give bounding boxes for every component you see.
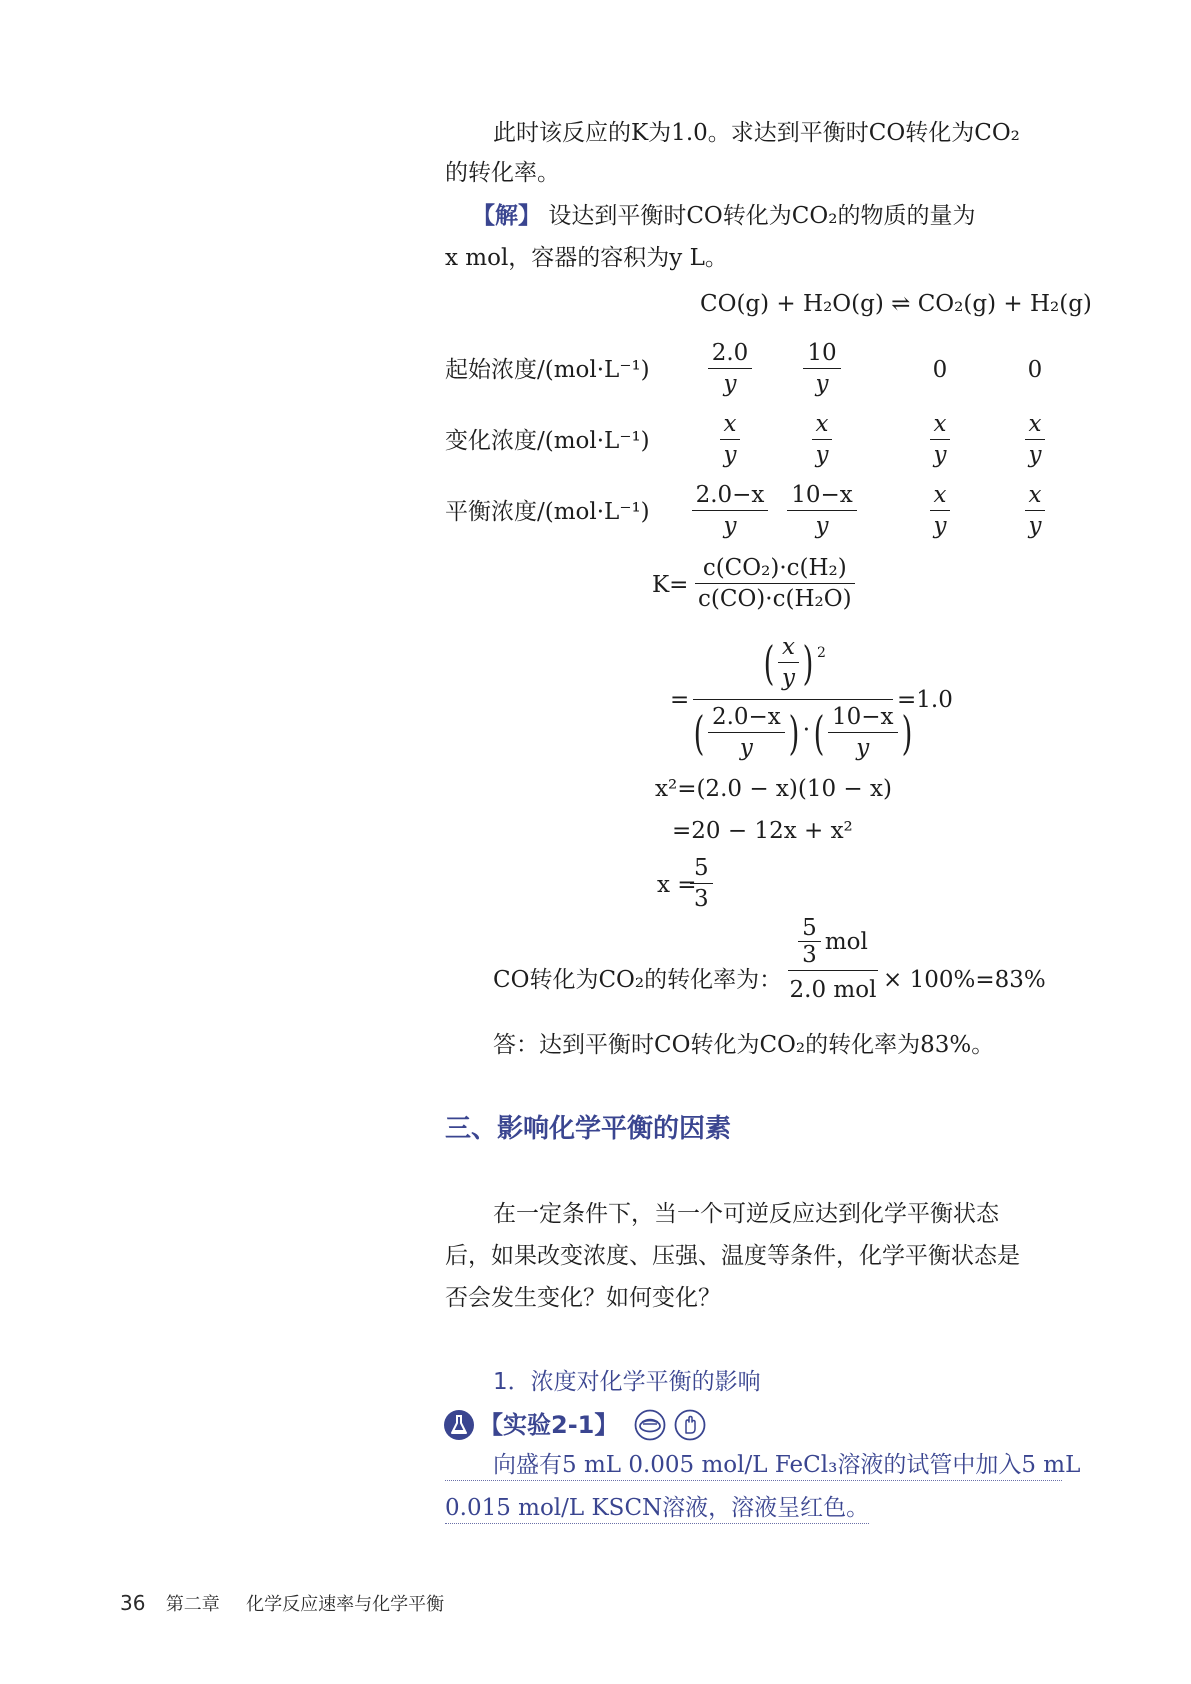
ice-cell bbox=[690, 480, 770, 541]
subheading: 1．浓度对化学平衡的影响 bbox=[493, 1369, 761, 1395]
conversion-tail: × 100%=83% bbox=[883, 967, 1046, 993]
footer bbox=[120, 1590, 444, 1618]
d1-num: 2.0−x bbox=[708, 702, 785, 733]
k-sub-denominator: ( $\frac{2.0-x}{y}$ ) ·( $\frac{10-x}{y}$ ) bbox=[693, 704, 912, 761]
k-sub-numerator: ( $\frac{x}{y}$ ) $^2$ bbox=[763, 634, 826, 691]
ice-cell-numerator: 2.0 bbox=[708, 338, 753, 369]
ice-cell-numerator: x bbox=[930, 480, 951, 511]
ice-cell bbox=[690, 338, 770, 399]
ice-cell-denominator: y bbox=[723, 442, 737, 468]
ice-cell-numerator: 10−x bbox=[787, 480, 857, 511]
ice-row-label: 平衡浓度/(mol·L⁻¹) bbox=[445, 499, 650, 525]
x-eq: x = bbox=[657, 872, 697, 898]
ice-cell-numerator: x bbox=[812, 409, 833, 440]
k-result: =1.0 bbox=[897, 687, 953, 713]
ice-cell-numerator: 2.0−x bbox=[692, 480, 769, 511]
sq-exp: 2 bbox=[816, 645, 826, 661]
ice-cell bbox=[900, 409, 980, 470]
ice-cell-numerator: x bbox=[720, 409, 741, 440]
ice-cell bbox=[690, 409, 770, 470]
x-den: 3 bbox=[694, 886, 709, 912]
page-number: 36 bbox=[120, 1591, 146, 1615]
d1-den: y bbox=[739, 735, 753, 761]
footer-chapter-title: 化学反应速率与化学平衡 bbox=[246, 1594, 445, 1615]
k-lhs: K= bbox=[652, 572, 689, 598]
ice-cell bbox=[995, 480, 1075, 541]
k-numerator: c(CO₂)·c(H₂) bbox=[695, 553, 855, 584]
ice-cell bbox=[782, 480, 862, 541]
k-denominator: c(CO)·c(H₂O) bbox=[698, 586, 852, 612]
ice-cell bbox=[900, 338, 980, 385]
x-fraction bbox=[690, 853, 713, 914]
conv-inner-unit: mol bbox=[824, 928, 868, 955]
ice-cell-denominator: y bbox=[723, 513, 737, 539]
conv-inner-den: 3 bbox=[802, 942, 817, 968]
d2-num: 10−x bbox=[828, 702, 898, 733]
ice-cell-denominator: y bbox=[933, 513, 947, 539]
solution-line-1 bbox=[472, 201, 975, 231]
answer: 答：达到平衡时CO转化为CO₂的转化率为83%。 bbox=[493, 1032, 995, 1058]
ice-cell-numerator: 10 bbox=[803, 338, 840, 369]
ice-cell-denominator: y bbox=[815, 371, 829, 397]
k-sub-line bbox=[693, 699, 893, 700]
ice-cell-denominator: y bbox=[815, 442, 829, 468]
paragraph-line-1: 在一定条件下，当一个可逆反应达到化学平衡状态 bbox=[493, 1201, 999, 1227]
ice-row-label: 起始浓度/(mol·L⁻¹) bbox=[445, 357, 650, 383]
algebra-line-1: x²=(2.0 − x)(10 − x) bbox=[655, 776, 892, 802]
experiment-title: 【实验2-1】 bbox=[479, 1411, 619, 1439]
conversion-label: CO转化为CO₂的转化率为： bbox=[493, 967, 783, 993]
k-eq-sign: = bbox=[670, 687, 690, 713]
ice-row-label: 变化浓度/(mol·L⁻¹) bbox=[445, 428, 650, 454]
ice-cell bbox=[995, 409, 1075, 470]
ice-cell-denominator: y bbox=[933, 442, 947, 468]
experiment-line-2: 0.015 mol/L KSCN溶液，溶液呈红色。 bbox=[445, 1493, 869, 1524]
x-num: 5 bbox=[690, 853, 713, 884]
sq-num: x bbox=[778, 632, 799, 663]
solution-text: 设达到平衡时CO转化为CO₂的物质的量为 bbox=[548, 203, 976, 229]
ice-cell-numerator: x bbox=[1025, 409, 1046, 440]
conv-den: 2.0 mol bbox=[789, 977, 877, 1003]
reaction-equation: CO(g) + H₂O(g) ⇌ CO₂(g) + H₂(g) bbox=[700, 291, 1092, 317]
k-fraction bbox=[690, 553, 860, 614]
hand-icon bbox=[674, 1409, 706, 1441]
ice-cell-value: 0 bbox=[932, 357, 948, 383]
ice-cell bbox=[900, 480, 980, 541]
intro-line-2: 的转化率。 bbox=[445, 160, 560, 186]
paragraph-line-3: 否会发生变化？如何变化？ bbox=[445, 1285, 721, 1311]
intro-line-1: 此时该反应的K为1.0。求达到平衡时CO转化为CO₂ bbox=[493, 120, 1020, 146]
ice-cell-denominator: y bbox=[1028, 442, 1042, 468]
goggles-icon bbox=[634, 1409, 666, 1441]
ice-cell-numerator: x bbox=[1025, 480, 1046, 511]
footer-chapter: 第二章 bbox=[165, 1594, 220, 1615]
ice-cell-denominator: y bbox=[815, 513, 829, 539]
solution-tag: 【解】 bbox=[472, 203, 541, 229]
ice-cell-numerator: x bbox=[930, 409, 951, 440]
experiment-header bbox=[443, 1409, 706, 1441]
d2-den: y bbox=[856, 735, 870, 761]
ice-cell-value: 0 bbox=[1027, 357, 1043, 383]
d-dot: · bbox=[802, 717, 811, 743]
sq-den: y bbox=[782, 665, 796, 691]
ice-cell bbox=[782, 409, 862, 470]
ice-cell-denominator: y bbox=[1028, 513, 1042, 539]
paragraph-line-2: 后，如果改变浓度、压强、温度等条件，化学平衡状态是 bbox=[445, 1243, 1020, 1269]
flask-icon bbox=[443, 1409, 475, 1441]
experiment-line-1: 向盛有5 mL 0.005 mol/L FeCl₃溶液的试管中加入5 mL bbox=[445, 1450, 1062, 1481]
ice-cell bbox=[782, 338, 862, 399]
ice-cell bbox=[995, 338, 1075, 385]
section-heading: 三、影响化学平衡的因素 bbox=[445, 1114, 732, 1144]
conv-inner-num: 5 bbox=[798, 915, 821, 942]
solution-line-2: x mol，容器的容积为y L。 bbox=[445, 245, 728, 271]
conversion-fraction bbox=[788, 915, 878, 1005]
algebra-line-2: =20 − 12x + x² bbox=[672, 818, 853, 844]
ice-cell-denominator: y bbox=[723, 371, 737, 397]
